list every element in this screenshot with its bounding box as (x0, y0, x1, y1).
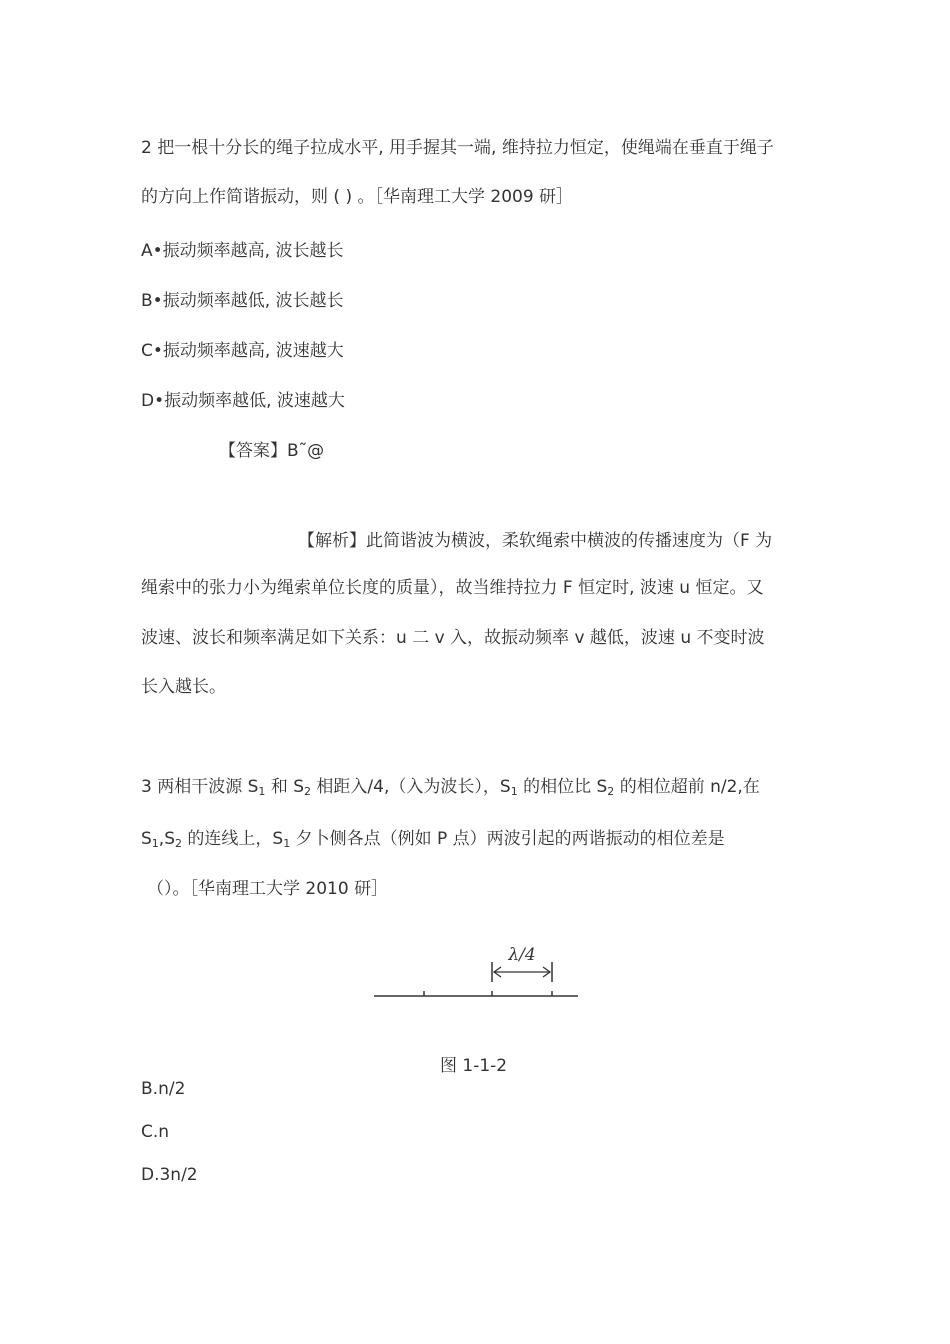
q3-stem-line-1 (141, 776, 760, 803)
q3-l1-sub-4: 2 (607, 785, 615, 798)
q2-analysis-line-4: 长入越长。 (141, 677, 226, 697)
q3-l2-part-a: S (141, 829, 152, 849)
q3-l2-part-b: ,S (158, 829, 175, 849)
q3-l1-part-c: 相距入/4,（入为波长），S (311, 777, 511, 797)
q3-l1-part-b: 和 S (265, 777, 305, 797)
q3-l1-part-e: 的相位超前 n/2,在 (614, 777, 760, 797)
q3-l1-sub-2: 2 (304, 785, 312, 798)
q3-l2-sub-3: 1 (283, 837, 291, 850)
q3-option-d: D.3n/2 (141, 1165, 198, 1185)
q3-l2-part-d: 夕卜侧各点（例如 P 点）两波引起的两谐振动的相位差是 (290, 829, 725, 849)
q2-analysis-line-1: 【解析】此简谐波为横波，柔软绳索中横波的传播速度为（F 为 (298, 531, 773, 551)
q3-l1-part-a: 3 两相干波源 S (141, 777, 259, 797)
q3-option-b: B.n/2 (141, 1079, 186, 1099)
q3-l2-part-c: 的连线上，S (182, 829, 284, 849)
q2-option-a: A•振动频率越高, 波长越长 (141, 241, 344, 261)
q2-analysis-line-2: 绳索中的张力小为绳索单位长度的质量），故当维持拉力 F 恒定时, 波速 u 恒定。又 (141, 578, 764, 598)
figure-label: λ/4 (508, 945, 536, 965)
q2-stem-line-1: 2 把一根十分长的绳子拉成水平, 用手握其一端, 维持拉力恒定，使绳端在垂直于绳子 (141, 138, 774, 158)
q3-l1-sub-1: 1 (258, 785, 266, 798)
q3-l2-sub-2: 2 (175, 837, 182, 850)
q2-option-d: D•振动频率越低, 波速越大 (141, 391, 345, 411)
q3-l2-sub-1: 1 (151, 837, 159, 850)
wave-source-figure (372, 942, 582, 1002)
figure-caption: 图 1-1-2 (440, 1056, 508, 1076)
q3-stem-line-3: （）。［华南理工大学 2010 研］ (147, 879, 389, 899)
q3-l1-part-d: 的相位比 S (517, 777, 608, 797)
q3-l1-sub-3: 1 (510, 785, 518, 798)
q2-stem-line-2: 的方向上作简谐振动，则 ( ) 。［华南理工大学 2009 研］ (141, 187, 574, 207)
q2-answer: 【答案】B˜@ (219, 441, 325, 461)
q2-option-b: B•振动频率越低, 波长越长 (141, 291, 344, 311)
q3-option-c: C.n (141, 1122, 170, 1142)
q2-analysis-line-3: 波速、波长和频率满足如下关系：u 二 v 入，故振动频率 v 越低，波速 u 不变时波 (141, 628, 765, 648)
q2-option-c: C•振动频率越高, 波速越大 (141, 341, 344, 361)
q3-stem-line-2 (141, 828, 725, 855)
